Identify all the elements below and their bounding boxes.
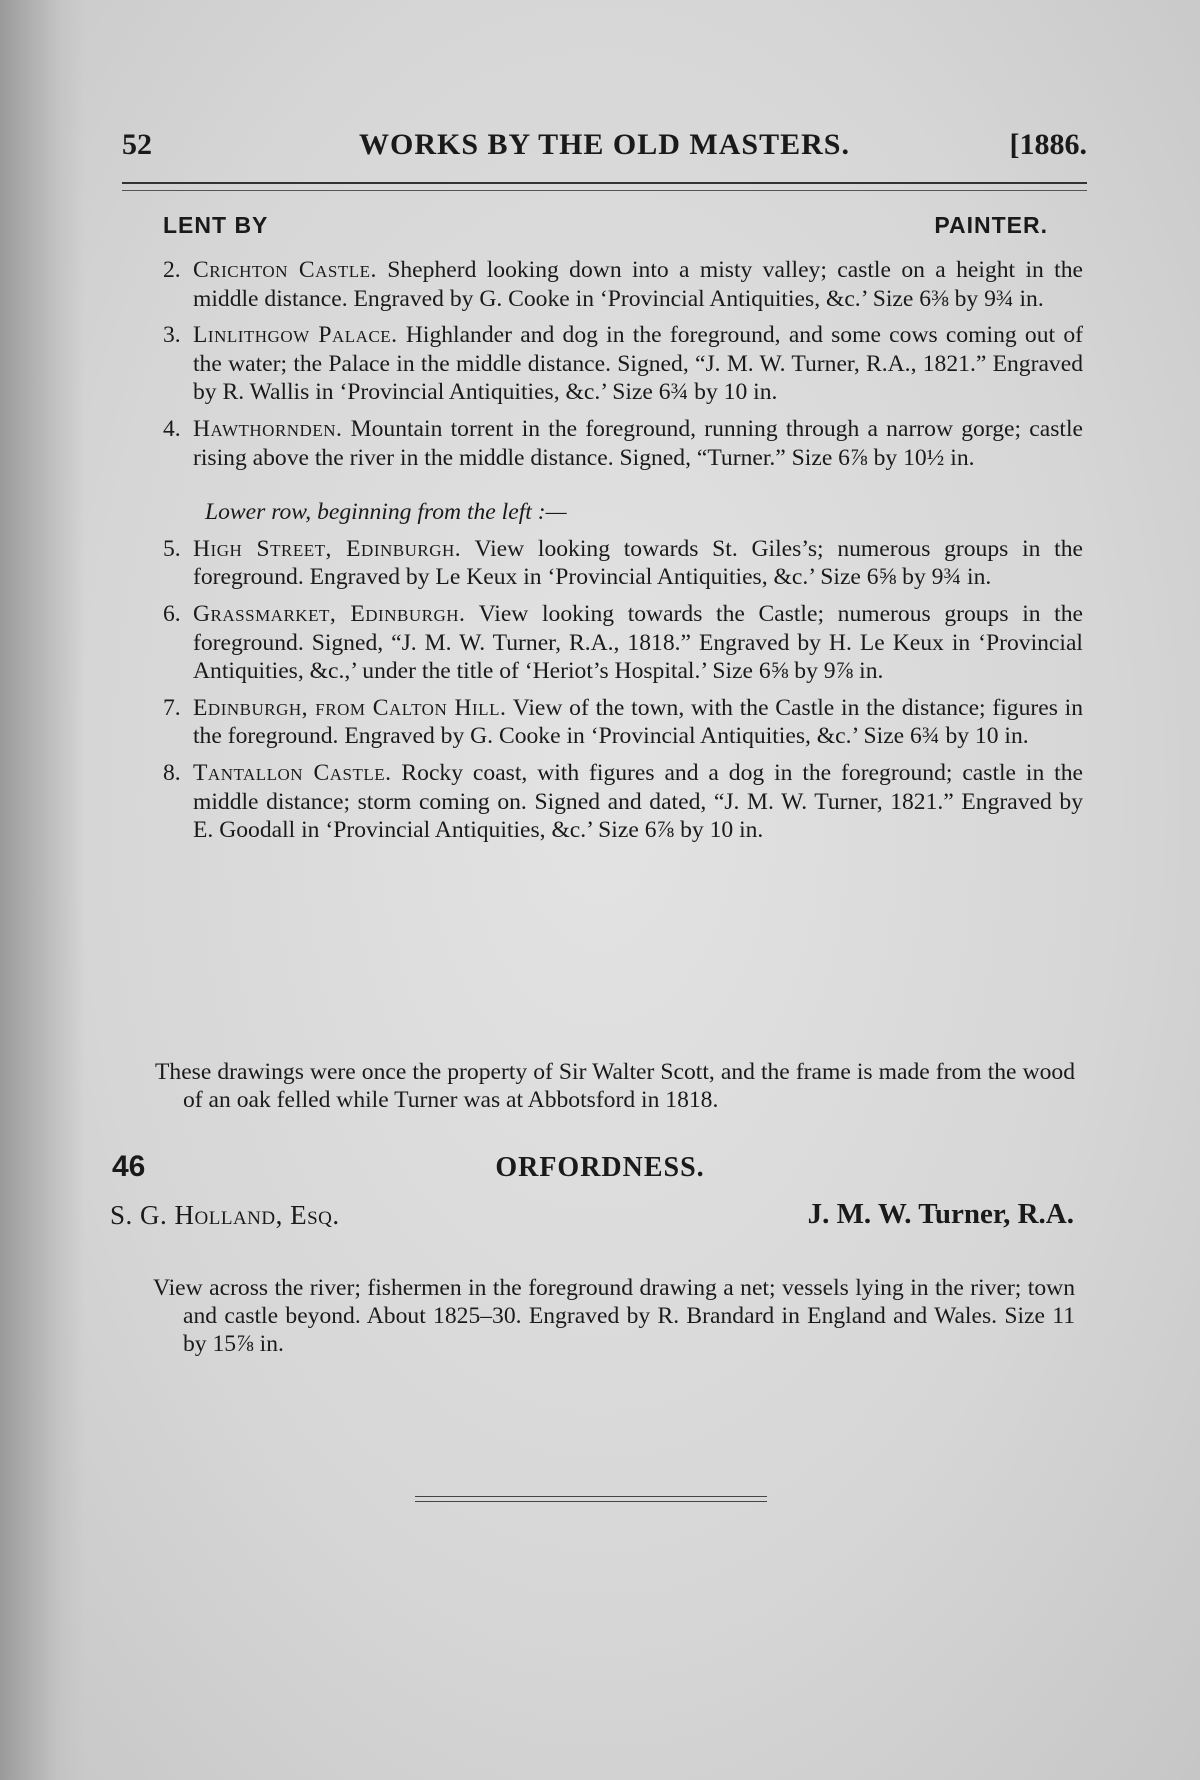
binding-gutter (0, 0, 85, 1780)
list-item: 2. Crichton Castle. Shepherd looking down into a misty valley; castle on a height in the middle distance. Engraved by G. Cooke in ‘Provincial Antiquities, &c.’ Size 6⅜ by 9¾ in. (163, 257, 1083, 312)
catalogue-number: 46 (112, 1150, 146, 1183)
column-headings (163, 212, 1048, 242)
list-item: 6. Grassmarket, Edinburgh. View looking towards the Castle; numerous groups in the foreground. Signed, “J. M. W. Turner, R.A., 1818.” Engraved by H. Le Keux in ‘Provincial Antiquities, &c.,’ under the title of ‘Heriot’s Hospital.’ Size 6⅝ by 9⅞ in. (163, 600, 1083, 685)
list-item: 5. High Street, Edinburgh. View looking towards St. Giles’s; numerous groups in the foreground. Engraved by Le Keux in ‘Provincial Antiquities, &c.’ Size 6⅝ by 9¾ in. (163, 535, 1083, 591)
list-item: 7. Edinburgh, from Calton Hill. View of the town, with the Castle in the distance; figures in the foreground. Engraved by G. Cooke in ‘Provincial Antiquities, &c.’ Size 6¾ by 10 in. (163, 694, 1084, 750)
list-item: 4. Hawthornden. Mountain torrent in the foreground, running through a narrow gorge; castle rising above the river in the middle distance. Signed, “Turner.” Size 6⅞ by 10½ in. (163, 415, 1083, 471)
catalogue-title: ORFORDNESS. (495, 1152, 705, 1183)
lent-by-heading: LENT BY (163, 212, 269, 238)
painter: J. M. W. Turner, R.A. (807, 1198, 1074, 1230)
header-rule (122, 182, 1087, 191)
drawing-list (163, 256, 1083, 853)
painter-heading: PAINTER. (934, 212, 1048, 238)
provenance-note: These drawings were once the property of Sir Walter Scott, and the frame is made from the wood of an oak felled while Turner was at Abbotsford in 1818. (155, 1058, 1075, 1113)
list-item: 8. Tantallon Castle. Rocky coast, with figures and a dog in the foreground; castle in the middle distance; storm coming on. Signed and dated, “J. M. W. Turner, 1821.” Engraved by E. Goodall in ‘Provincial Antiquities, &c.’ Size 6⅞ by 10 in. (163, 759, 1083, 844)
list-item: 3. Linlithgow Palace. Highlander and dog in the foreground, and some cows coming out of the water; the Palace in the middle distance. Signed, “J. M. W. Turner, R.A., 1821.” Engraved by R. Wallis in ‘Provincial Antiquities, &c.’ Size 6¾ by 10 in. (163, 322, 1083, 406)
page-number: 52 (122, 128, 152, 161)
lender: S. G. Holland, Esq. (110, 1200, 340, 1230)
subheading: Lower row, beginning from the left :— (205, 499, 567, 526)
header-year: [1886. (1009, 128, 1087, 161)
catalogue-description: View across the river; fishermen in the foreground drawing a net; vessels lying in the river; town and castle beyond. About 1825–30. Engraved by R. Brandard in England and Wales. Size 11 by 15⅞ in. (153, 1274, 1075, 1357)
page-title: WORKS BY THE OLD MASTERS. (359, 128, 850, 161)
running-head (122, 128, 1087, 168)
end-rule (415, 1496, 767, 1502)
